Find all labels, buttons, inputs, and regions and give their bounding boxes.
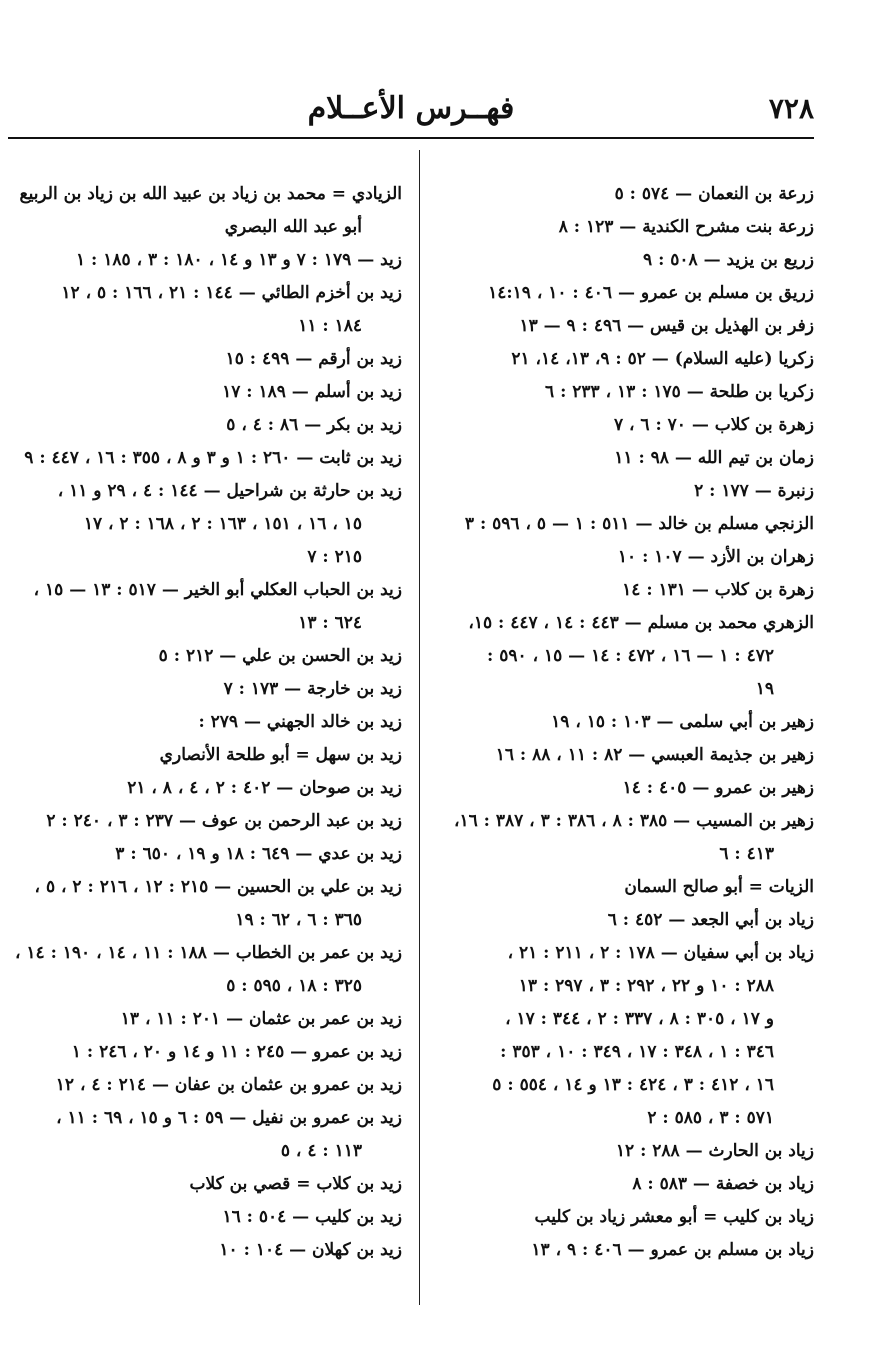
column-divider [419,150,420,1305]
index-entry: زيد بن علي بن الحسين — ٢١٥ : ١٢ ، ٢١٦ : ٢ ، ٥ ، [34,877,402,897]
index-entry: زيد بن عمرو بن عثمان بن عفان — ٢١٤ : ٤ ، ١٢ [55,1075,402,1095]
index-entry: زيد بن بكر — ٨٦ : ٤ ، ٥ [226,415,402,435]
index-entry: زياد بن مسلم بن عمرو — ٤٠٦ : ٩ ، ١٣ [531,1240,814,1260]
index-entry: ٥٧١ : ٣ ، ٥٨٥ : ٢ [647,1108,774,1128]
index-entry: ١٥ ، ١٦ ، ١٥١ ، ١٦٣ : ٢ ، ١٦٨ : ٢ ، ١٧ [83,514,362,534]
index-entry: زيد بن صوحان — ٤٠٢ : ٢ ، ٤ ، ٨ ، ٢١ [127,778,402,798]
index-entry: ٦٢٤ : ١٣ [298,613,362,633]
index-entry: زنبرة — ١٧٧ : ٢ [694,481,814,501]
index-entry: ١١٣ : ٤ ، ٥ [280,1141,362,1161]
index-entry: زيد بن خارجة — ١٧٣ : ٧ [223,679,402,699]
page-title: فهــرس الأعــلام [307,91,515,126]
index-entry: زيد بن أسلم — ١٨٩ : ١٧ [222,382,402,402]
index-entry: زرعة بنت مشرح الكندية — ١٢٣ : ٨ [558,217,814,237]
index-entry: ٢١٥ : ٧ [307,547,362,567]
index-entry: الزهري محمد بن مسلم — ٤٤٣ : ١٤ ، ٤٤٧ : ١٥، [468,613,814,633]
index-entry: زيد بن حارثة بن شراحيل — ١٤٤ : ٤ ، ٢٩ و ١١ ، [57,481,402,501]
index-entry: ١٩ [755,679,774,699]
index-entry: زيد بن الحسن بن علي — ٢١٢ : ٥ [158,646,402,666]
index-entry: زمان بن تيم الله — ٩٨ : ١١ [614,448,814,468]
header-rule [8,137,814,139]
index-entry: زيد بن عدي — ٦٤٩ : ١٨ و ١٩ ، ٦٥٠ : ٣ [115,844,402,864]
index-entry: زياد بن أبي الجعد — ٤٥٢ : ٦ [607,910,814,930]
index-entry: زكريا بن طلحة — ١٧٥ : ١٣ ، ٢٣٣ : ٦ [545,382,814,402]
index-entry: زيد بن عمرو — ٢٤٥ : ١١ و ١٤ و ٢٠ ، ٢٤٦ : ١ [71,1042,402,1062]
index-entry: زيد بن كليب — ٥٠٤ : ١٦ [222,1207,402,1227]
page-number: ٧٢٨ [768,92,814,125]
index-entry: ١٨٤ : ١١ [298,316,362,336]
index-entry: و ١٧ ، ٣٠٥ : ٨ ، ٣٣٧ : ٢ ، ٣٤٤ : ١٧ ، [505,1009,774,1029]
index-entry: ٤١٣ : ٦ [719,844,774,864]
index-entry: زيد — ١٧٩ : ٧ و ١٣ و ١٤ ، ١٨٠ : ٣ ، ١٨٥ : ١ [76,250,402,270]
index-entry: زريع بن يزيد — ٥٠٨ : ٩ [643,250,814,270]
index-entry: زيد بن كلاب = قصي بن كلاب [189,1174,402,1194]
index-entry: زهرة بن كلاب — ١٣١ : ١٤ [622,580,814,600]
index-entry: زيد بن عمر بن الخطاب — ١٨٨ : ١١ ، ١٤ ، ١٩٠ : ١٤ ، [15,943,402,963]
index-entry: زياد بن كليب = أبو معشر زياد بن كليب [534,1207,814,1227]
index-entry: زيد بن كهلان — ١٠٤ : ١٠ [219,1240,402,1260]
index-entry: زهرة بن كلاب — ٧٠ : ٦ ، ٧ [613,415,814,435]
index-entry: زياد بن خصفة — ٥٨٣ : ٨ [632,1174,814,1194]
index-entry: ١٦ ، ٤١٢ : ٣ ، ٤٢٤ : ١٣ و ١٤ ، ٥٥٤ : ٥ [492,1075,774,1095]
index-column-right [432,178,814,1267]
index-entry: زهران بن الأزد — ١٠٧ : ١٠ [617,547,814,567]
index-column-left [15,178,402,1267]
index-entry: زياد بن أبي سفيان — ١٧٨ : ٢ ، ٢١١ : ٢١ ، [507,943,814,963]
index-entry: زيد بن ثابت — ٢٦٠ : ١ و ٣ و ٨ ، ٣٥٥ : ١٦ ، ٤٤٧ : ٩ [24,448,402,468]
index-entry: زيد بن عمرو بن نفيل — ٥٩ : ٦ و ١٥ ، ٦٩ : ١١ ، [56,1108,402,1128]
index-entry: ٣٤٦ : ١ ، ٣٤٨ : ١٧ ، ٣٤٩ : ١٠ ، ٣٥٣ : [500,1042,774,1062]
index-entry: الزنجي مسلم بن خالد — ٥١١ : ١ — ٥ ، ٥٩٦ : ٣ [464,514,814,534]
index-entry: الزيادي = محمد بن زياد بن عبيد الله بن زياد بن الربيع [19,184,402,204]
index-entry: زفر بن الهذيل بن قيس — ٤٩٦ : ٩ — ١٣ [519,316,814,336]
index-entry: ٣٢٥ : ١٨ ، ٥٩٥ : ٥ [226,976,362,996]
index-entry: زهير بن عمرو — ٤٠٥ : ١٤ [622,778,814,798]
index-entry: ٣٦٥ : ٦ ، ٦٢ : ١٩ [235,910,362,930]
index-entry: الزيات = أبو صالح السمان [624,877,814,897]
index-entry: زيد بن عبد الرحمن بن عوف — ٢٣٧ : ٣ ، ٢٤٠ : ٢ [46,811,402,831]
index-entry: زريق بن مسلم بن عمرو — ٤٠٦ : ١٠ ، ١٤:١٩ [488,283,814,303]
index-entry: زيد بن أرقم — ٤٩٩ : ١٥ [225,349,402,369]
index-entry: زياد بن الحارث — ٢٨٨ : ١٢ [615,1141,814,1161]
index-entry: زيد بن خالد الجهني — ٢٧٩ : [198,712,402,732]
index-entry: ٢٨٨ : ١٠ و ٢٢ ، ٢٩٢ : ٣ ، ٢٩٧ : ١٣ [518,976,774,996]
index-entry: زكريا (عليه السلام) — ٥٢ : ٩، ١٣، ١٤، ٢١ [511,349,814,369]
index-entry: أبو عبد الله البصري [224,217,362,237]
index-entry: زيد بن الحباب العكلي أبو الخير — ٥١٧ : ١٣ — ١٥ ، [33,580,402,600]
page-header [8,84,814,136]
index-entry: زيد بن عمر بن عثمان — ٢٠١ : ١١ ، ١٣ [120,1009,402,1029]
index-entry: زيد بن أخزم الطائي — ١٤٤ : ٢١ ، ١٦٦ : ٥ ، ١٢ [61,283,402,303]
index-entry: زيد بن سهل = أبو طلحة الأنصاري [159,745,402,765]
index-entry: زهير بن أبي سلمى — ١٠٣ : ١٥ ، ١٩ [551,712,814,732]
index-entry: زرعة بن النعمان — ٥٧٤ : ٥ [614,184,814,204]
index-entry: زهير بن جذيمة العبسي — ٨٢ : ١١ ، ٨٨ : ١٦ [495,745,814,765]
index-entry: ٤٧٢ : ١ — ١٦ ، ٤٧٢ : ١٤ — ١٥ ، ٥٩٠ : [487,646,774,666]
index-entry: زهير بن المسيب — ٣٨٥ : ٨ ، ٣٨٦ : ٣ ، ٣٨٧ : ١٦، [453,811,814,831]
